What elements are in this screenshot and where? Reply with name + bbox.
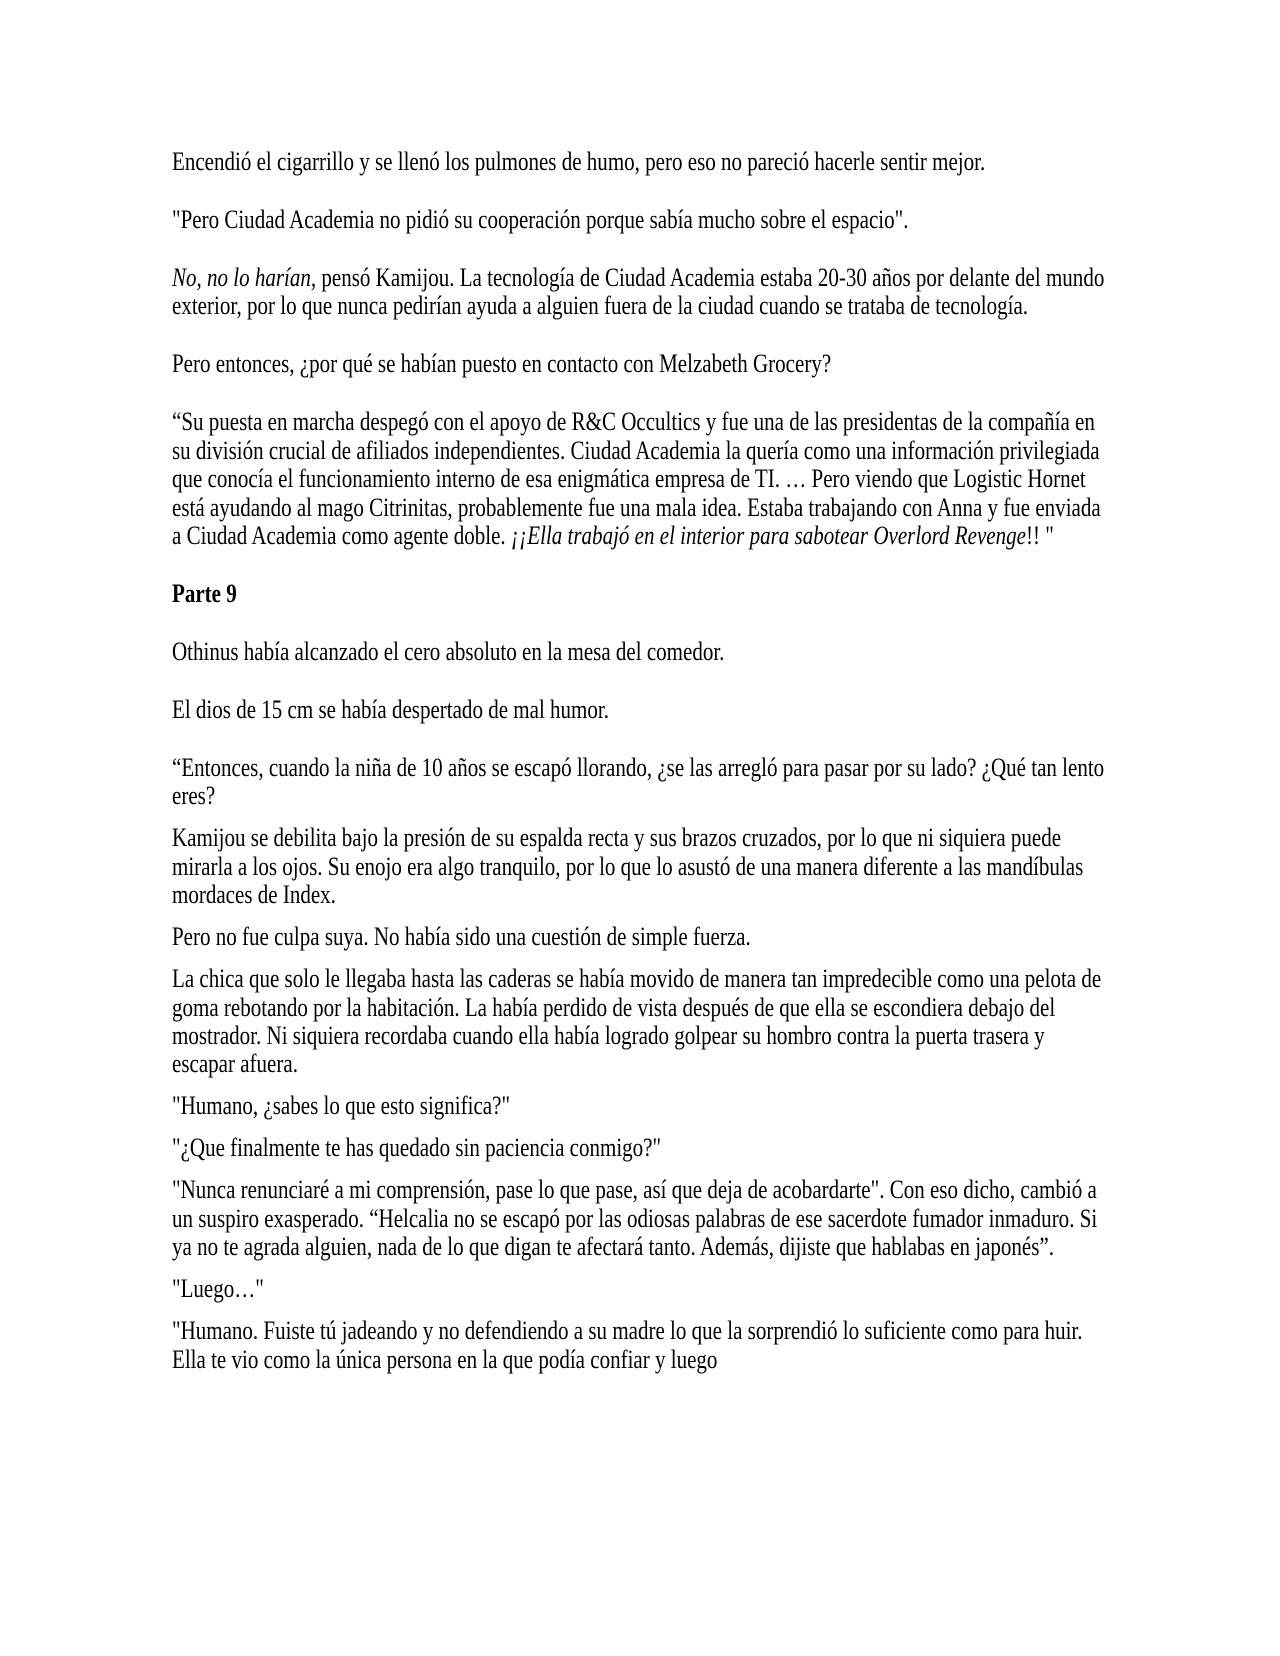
- paragraph-text: pensó Kamijou. La tecnología de Ciudad Academia estaba 20-30 años por delante del mundo exterior, por lo que nunca pedirían ayuda a alguien fuera de la ciudad cuando se trataba de tecnología.: [172, 262, 1105, 321]
- paragraph-text-italic: No, no lo harían,: [172, 262, 317, 292]
- paragraph-text: Othinus había alcanzado el cero absoluto en la mesa del comedor.: [172, 636, 725, 666]
- paragraph-text: !! ": [1025, 521, 1054, 551]
- paragraph-text-italic: ¡¡Ella trabajó en el interior para sabotear Overlord Revenge: [510, 521, 1026, 551]
- paragraph-6: [172, 638, 1112, 666]
- text-content: [172, 148, 1112, 1388]
- paragraph-text: La chica que solo le llegaba hasta las caderas se había movido de manera tan impredecible como una pelota de goma rebotando por la habitación. La había perdido de vista después de que ella se escondiera debajo del mostrador. Ni siquiera recordaba cuando ella había logrado golpear su hombro contra la puerta trasera y escapar afuera.: [172, 964, 1102, 1079]
- paragraph-text: “Su puesta en marcha despegó con el apoyo de R&C Occultics y fue una de las presidentas de la compañía en su división crucial de afiliados independientes. Ciudad Academia la quería como una información privilegiada que conocía el funcionamiento interno de esa enigmática empresa de TI. … Pero viendo que Logistic Hornet está ayudando al mago Citrinitas, probablemente fue una mala idea. Estaba trabajando con Anna y fue enviada a Ciudad Academia como agente doble.: [172, 407, 1101, 551]
- paragraph-text: El dios de 15 cm se había despertado de mal humor.: [172, 694, 609, 724]
- paragraph-text: Kamijou se debilita bajo la presión de su espalda recta y sus brazos cruzados, por lo que ni siquiera puede mirarla a los ojos. Su enojo era algo tranquilo, por lo que lo asustó de una manera diferente a las mandíbulas mordaces de Index.: [172, 823, 1084, 910]
- paragraph-text: "Humano, ¿sabes lo que esto significa?": [172, 1091, 511, 1121]
- paragraph-9: [172, 824, 1112, 909]
- paragraph-3: [172, 264, 1112, 321]
- paragraph-5: [172, 408, 1112, 550]
- paragraph-text: “Entonces, cuando la niña de 10 años se escapó llorando, ¿se las arregló para pasar por su lado? ¿Qué tan lento eres?: [172, 752, 1105, 811]
- paragraph-12: [172, 1092, 1112, 1120]
- paragraph-text: "Luego…": [172, 1274, 264, 1304]
- paragraph-15: [172, 1275, 1112, 1303]
- paragraph-4: [172, 350, 1112, 378]
- section-heading: [172, 580, 1112, 608]
- paragraph-text: Pero no fue culpa suya. No había sido una cuestión de simple fuerza.: [172, 922, 751, 952]
- paragraph-13: [172, 1134, 1112, 1162]
- paragraph-14: [172, 1176, 1112, 1261]
- paragraph-text: "Humano. Fuiste tú jadeando y no defendiendo a su madre lo que la sorprendió lo suficiente como para huir. Ella te vio como la única persona en la que podía confiar y luego: [172, 1316, 1083, 1374]
- paragraph-2: [172, 206, 1112, 234]
- paragraph-1: [172, 148, 1112, 176]
- paragraph-text: Encendió el cigarrillo y se llenó los pulmones de humo, pero eso no pareció hacerle sentir mejor.: [172, 147, 986, 176]
- paragraph-11: [172, 965, 1112, 1079]
- section-heading-text: Parte 9: [172, 579, 237, 609]
- paragraph-text: "Pero Ciudad Academia no pidió su cooperación porque sabía mucho sobre el espacio".: [172, 204, 909, 234]
- paragraph-text: Pero entonces, ¿por qué se habían puesto en contacto con Melzabeth Grocery?: [172, 349, 832, 379]
- paragraph-text: "¿Que finalmente te has quedado sin paciencia conmigo?": [172, 1133, 662, 1163]
- paragraph-8: [172, 754, 1112, 811]
- paragraph-7: [172, 696, 1112, 724]
- paragraph-16: [172, 1317, 1112, 1374]
- paragraph-text: "Nunca renunciaré a mi comprensión, pase lo que pase, así que deja de acobardarte". Con eso dicho, cambió a un suspiro exasperado. “Helcalia no se escapó por las odiosas palabras de ese sacerdote fumador inmaduro. Si ya no te agrada alguien, nada de lo que digan te afectará tanto. Además, dijiste que hablabas en japonés”.: [172, 1175, 1098, 1262]
- paragraph-10: [172, 923, 1112, 951]
